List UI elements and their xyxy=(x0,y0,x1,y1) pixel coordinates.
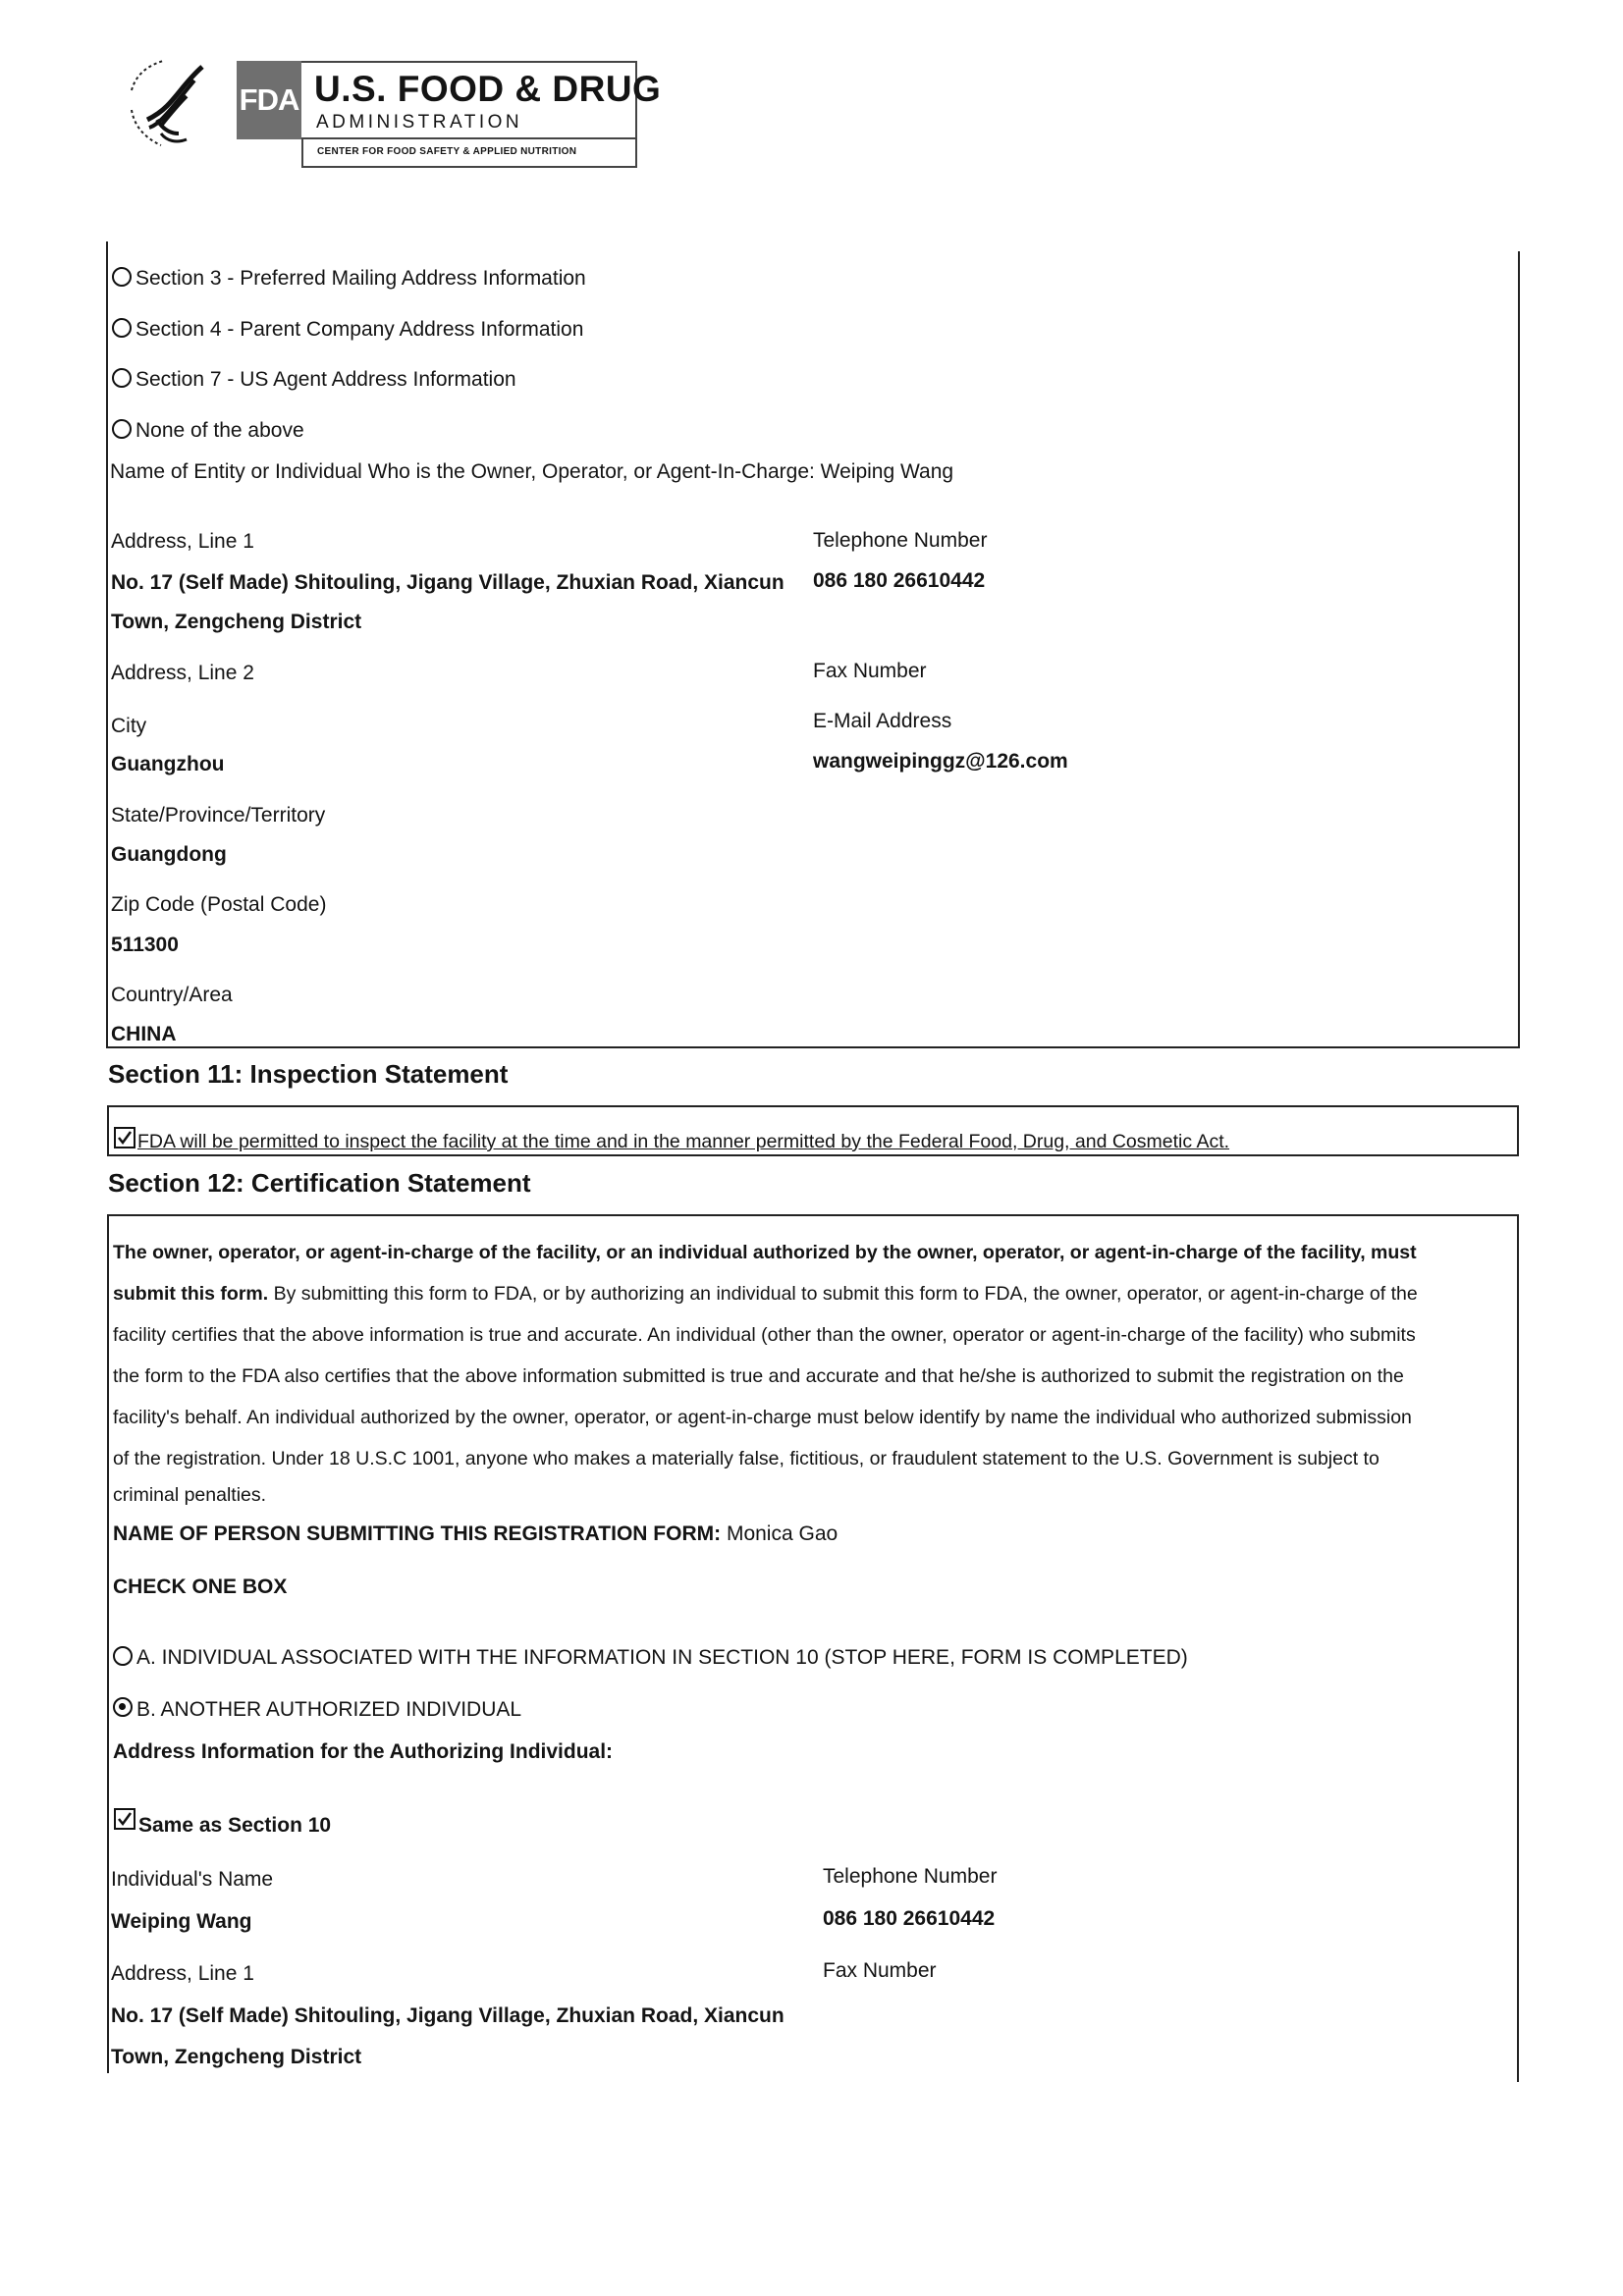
certification-line-2-bold: submit this form. xyxy=(113,1283,269,1305)
agency-name: U.S. FOOD & DRUG xyxy=(314,69,662,109)
option-section4-label: Section 4 - Parent Company Address Information xyxy=(135,318,584,341)
certification-line-1-bold: The owner, operator, or agent-in-charge of the facility, or an individual authorized by the owner, operator, or agent-in-charge of the facility, must xyxy=(113,1242,1417,1263)
zip-value: 511300 xyxy=(111,934,179,956)
email-value: wangweipinggz@126.com xyxy=(813,750,1068,773)
option-section7-label: Section 7 - US Agent Address Information xyxy=(135,368,516,391)
inspection-statement: FDA will be permitted to inspect the facility at the time and in the manner permitted by the Federal Food, Drug, and Cosmetic Act. xyxy=(137,1131,1230,1152)
address2-label: Address, Line 2 xyxy=(111,662,254,684)
country-label: Country/Area xyxy=(111,984,233,1006)
section11-bottom-border xyxy=(107,1154,1519,1156)
certification-line-5-text: facility's behalf. An individual authorized by the owner, operator, or agent-in-charge must below identify by name the individual who authorized submission xyxy=(113,1407,1412,1428)
radio-section3[interactable] xyxy=(112,267,132,287)
submitter-label: NAME OF PERSON SUBMITTING THIS REGISTRATION FORM: xyxy=(113,1522,722,1545)
certification-line-4 xyxy=(113,1367,1404,1387)
center-name: CENTER FOR FOOD SAFETY & APPLIED NUTRITION xyxy=(317,146,577,157)
section12-left-border xyxy=(107,1214,109,2073)
section10-right-border xyxy=(1518,251,1520,1048)
certification-line-2 xyxy=(113,1285,1418,1305)
phone-value: 086 180 26610442 xyxy=(813,569,986,592)
section10-left-border xyxy=(106,241,108,1048)
certification-line-2-text: By submitting this form to FDA, or by authorizing an individual to submit this form to FDA, the owner, operator, or agent-in-charge of the xyxy=(268,1283,1418,1305)
zip-label: Zip Code (Postal Code) xyxy=(111,893,327,916)
radio-section7[interactable] xyxy=(112,368,132,388)
certification-line-6 xyxy=(113,1450,1380,1469)
address1-value-line2: Town, Zengcheng District xyxy=(111,611,362,633)
certification-line-3 xyxy=(113,1326,1416,1346)
check-one-label: CHECK ONE BOX xyxy=(113,1575,288,1598)
fax-label: Fax Number xyxy=(813,660,927,682)
individual-address-line1: No. 17 (Self Made) Shitouling, Jigang Village, Zhuxian Road, Xiancun xyxy=(111,2004,784,2027)
hhs-eagle-logo xyxy=(118,51,226,155)
option-section3-label: Section 3 - Preferred Mailing Address Information xyxy=(135,267,586,290)
submitter-name: Monica Gao xyxy=(726,1522,839,1545)
certification-line-4-text: the form to the FDA also certifies that the above information submitted is true and accurate and that he/she is authorized to submit the registration on the xyxy=(113,1365,1404,1387)
individual-name-value: Weiping Wang xyxy=(111,1910,252,1933)
certification-line-7 xyxy=(113,1486,266,1506)
section11-title: Section 11: Inspection Statement xyxy=(108,1059,509,1089)
individual-address-label: Address, Line 1 xyxy=(111,1962,254,1985)
radio-section4[interactable] xyxy=(112,318,132,338)
certification-line-5 xyxy=(113,1409,1412,1428)
same-as-section10-checkbox[interactable] xyxy=(114,1808,135,1830)
section10-bottom-border xyxy=(106,1046,1520,1048)
email-label: E-Mail Address xyxy=(813,710,952,732)
option-a-label: A. INDIVIDUAL ASSOCIATED WITH THE INFORMATION IN SECTION 10 (STOP HERE, FORM IS COMPLETED) xyxy=(136,1646,1188,1669)
certification-line-3-text: facility certifies that the above information is true and accurate. An individual (other than the owner, operator or agent-in-charge of the facility) who submits xyxy=(113,1324,1416,1346)
city-label: City xyxy=(111,715,147,737)
individual-phone-label: Telephone Number xyxy=(823,1865,998,1888)
individual-fax-label: Fax Number xyxy=(823,1959,937,1982)
address1-label: Address, Line 1 xyxy=(111,530,254,553)
radio-option-b[interactable] xyxy=(113,1697,133,1717)
individual-phone-value: 086 180 26610442 xyxy=(823,1907,996,1930)
state-label: State/Province/Territory xyxy=(111,804,326,827)
section12-title: Section 12: Certification Statement xyxy=(108,1168,531,1198)
same-as-section10-label: Same as Section 10 xyxy=(138,1814,332,1837)
submitter-line xyxy=(113,1523,838,1544)
phone-label: Telephone Number xyxy=(813,529,988,552)
section12-right-border xyxy=(1517,1214,1519,2082)
option-none-label: None of the above xyxy=(135,419,304,442)
certification-line-6-text: of the registration. Under 18 U.S.C 1001, anyone who makes a materially false, fictitious, or fraudulent statement to the U.S. Government is subject to xyxy=(113,1448,1380,1469)
owner-name-line: Name of Entity or Individual Who is the Owner, Operator, or Agent-In-Charge: Weiping Wang xyxy=(110,460,954,483)
individual-name-label: Individual's Name xyxy=(111,1868,274,1891)
individual-address-line2: Town, Zengcheng District xyxy=(111,2046,362,2068)
agency-name-box xyxy=(301,61,662,139)
city-value: Guangzhou xyxy=(111,753,225,775)
inspection-checkbox[interactable] xyxy=(114,1127,135,1148)
section12-top-border xyxy=(107,1214,1519,1216)
address1-value-line1: No. 17 (Self Made) Shitouling, Jigang Village, Zhuxian Road, Xiancun xyxy=(111,571,784,594)
country-value: CHINA xyxy=(111,1023,177,1045)
fda-logo-mark: FDA xyxy=(237,61,301,139)
agency-subtitle: ADMINISTRATION xyxy=(316,112,523,133)
certification-line-7-text: criminal penalties. xyxy=(113,1484,267,1506)
auth-address-label: Address Information for the Authorizing Individual: xyxy=(113,1740,614,1763)
option-b-label: B. ANOTHER AUTHORIZED INDIVIDUAL xyxy=(136,1698,522,1721)
state-value: Guangdong xyxy=(111,843,227,866)
radio-option-a[interactable] xyxy=(113,1646,133,1666)
center-name-box xyxy=(301,138,637,168)
radio-none[interactable] xyxy=(112,419,132,439)
certification-line-1 xyxy=(113,1244,1417,1263)
